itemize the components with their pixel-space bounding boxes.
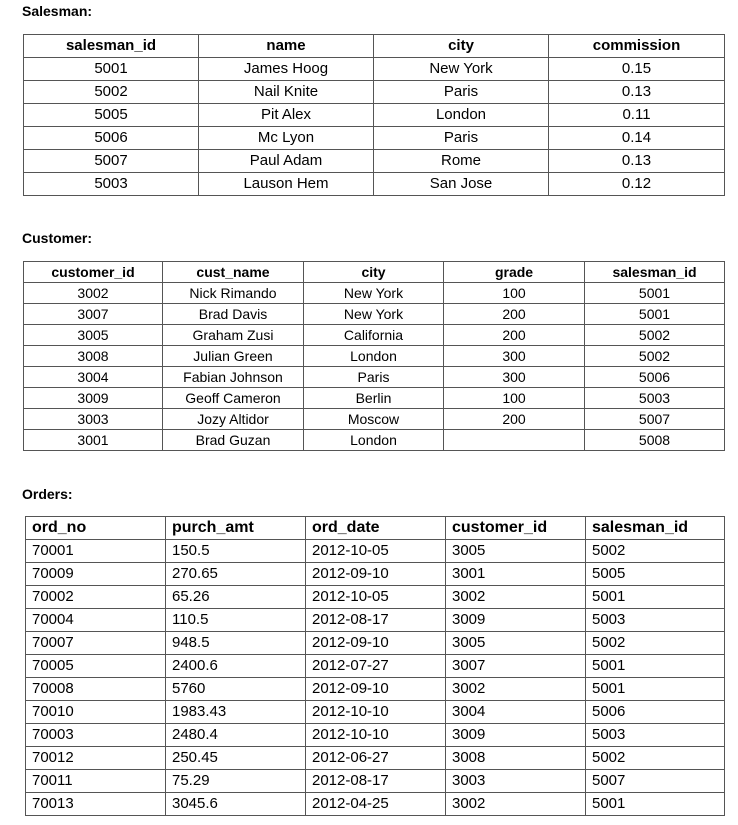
orders-header-row [26, 517, 725, 540]
customer-table-cell: Graham Zusi [163, 325, 304, 346]
salesman-column-header: salesman_id [24, 35, 199, 58]
orders-table-cell: 2012-09-10 [306, 563, 446, 586]
orders-table-cell: 2012-06-27 [306, 747, 446, 770]
customer-column-header: cust_name [163, 262, 304, 283]
customer-table-cell: 3007 [24, 304, 163, 325]
salesman-table-cell: Pit Alex [199, 104, 374, 127]
customer-table-cell: Paris [304, 367, 444, 388]
orders-table-cell: 70011 [26, 770, 166, 793]
orders-table-row [26, 609, 725, 632]
orders-table-cell: 5002 [586, 540, 725, 563]
salesman-section-title: Salesman: [22, 3, 93, 19]
customer-table-cell: Moscow [304, 409, 444, 430]
orders-table-cell: 3009 [446, 724, 586, 747]
salesman-table-row [24, 127, 725, 150]
salesman-table-row [24, 173, 725, 196]
orders-table-cell: 70013 [26, 793, 166, 816]
orders-table-row [26, 701, 725, 724]
orders-table-cell: 5002 [586, 632, 725, 655]
salesman-table-cell: San Jose [374, 173, 549, 196]
customer-table-row [24, 367, 725, 388]
customer-table-row [24, 325, 725, 346]
orders-table-cell: 70008 [26, 678, 166, 701]
orders-table-row [26, 632, 725, 655]
orders-table-cell: 5005 [586, 563, 725, 586]
customer-table-cell: Jozy Altidor [163, 409, 304, 430]
customer-table-cell: 5002 [585, 346, 725, 367]
orders-table-cell: 5002 [586, 747, 725, 770]
orders-table-cell: 1983.43 [166, 701, 306, 724]
salesman-table-cell: 5002 [24, 81, 199, 104]
salesman-table [23, 34, 725, 196]
salesman-table-row [24, 81, 725, 104]
orders-table-row [26, 563, 725, 586]
orders-table-row [26, 770, 725, 793]
orders-table-cell: 70009 [26, 563, 166, 586]
salesman-table-cell: London [374, 104, 549, 127]
customer-table [23, 261, 725, 451]
customer-table-cell: 300 [444, 346, 585, 367]
orders-table-cell: 3004 [446, 701, 586, 724]
customer-column-header: customer_id [24, 262, 163, 283]
customer-table-cell: California [304, 325, 444, 346]
orders-table-row [26, 678, 725, 701]
orders-section-title: Orders: [22, 486, 73, 502]
salesman-table-cell: Mc Lyon [199, 127, 374, 150]
customer-table-cell: Brad Davis [163, 304, 304, 325]
orders-table-cell: 3005 [446, 632, 586, 655]
customer-column-header: salesman_id [585, 262, 725, 283]
salesman-column-header: name [199, 35, 374, 58]
customer-table-cell: Geoff Cameron [163, 388, 304, 409]
customer-table-cell: 5003 [585, 388, 725, 409]
salesman-table-cell: New York [374, 58, 549, 81]
orders-table-cell: 150.5 [166, 540, 306, 563]
salesman-table-cell: 5001 [24, 58, 199, 81]
orders-table-cell: 5001 [586, 678, 725, 701]
orders-table-cell: 70004 [26, 609, 166, 632]
salesman-table-cell: 5005 [24, 104, 199, 127]
orders-table-row [26, 655, 725, 678]
customer-table-cell [444, 430, 585, 451]
orders-table-cell: 70003 [26, 724, 166, 747]
orders-table-cell: 2012-07-27 [306, 655, 446, 678]
orders-table-cell: 3007 [446, 655, 586, 678]
orders-table-cell: 70002 [26, 586, 166, 609]
orders-table-cell: 3009 [446, 609, 586, 632]
salesman-table-cell: James Hoog [199, 58, 374, 81]
customer-table-cell: Brad Guzan [163, 430, 304, 451]
customer-table-cell: 5006 [585, 367, 725, 388]
salesman-table-row [24, 104, 725, 127]
salesman-table-cell: 0.13 [549, 150, 725, 173]
salesman-table-cell: Rome [374, 150, 549, 173]
orders-table-row [26, 586, 725, 609]
customer-table-row [24, 430, 725, 451]
orders-column-header: salesman_id [586, 517, 725, 540]
orders-table-cell: 2012-08-17 [306, 609, 446, 632]
orders-table-cell: 70012 [26, 747, 166, 770]
salesman-table-cell: 0.12 [549, 173, 725, 196]
customer-table-cell: 200 [444, 304, 585, 325]
orders-table-cell: 3002 [446, 586, 586, 609]
customer-table-cell: 3004 [24, 367, 163, 388]
customer-table-cell: 200 [444, 409, 585, 430]
orders-table-cell: 70007 [26, 632, 166, 655]
orders-table-cell: 2012-09-10 [306, 632, 446, 655]
customer-table-cell: Berlin [304, 388, 444, 409]
customer-table-cell: 5002 [585, 325, 725, 346]
orders-table-cell: 110.5 [166, 609, 306, 632]
orders-table-cell: 5001 [586, 793, 725, 816]
salesman-table-row [24, 58, 725, 81]
salesman-table-cell: Paul Adam [199, 150, 374, 173]
customer-table-cell: London [304, 430, 444, 451]
orders-table-cell: 250.45 [166, 747, 306, 770]
customer-table-cell: Fabian Johnson [163, 367, 304, 388]
customer-table-cell: 3005 [24, 325, 163, 346]
salesman-table-row [24, 150, 725, 173]
customer-table-row [24, 283, 725, 304]
orders-table-cell: 5001 [586, 586, 725, 609]
salesman-table-cell: Paris [374, 127, 549, 150]
customer-table-cell: London [304, 346, 444, 367]
orders-table-cell: 70001 [26, 540, 166, 563]
customer-table-cell: 3008 [24, 346, 163, 367]
customer-table-cell: 3001 [24, 430, 163, 451]
salesman-table-cell: Paris [374, 81, 549, 104]
salesman-column-header: commission [549, 35, 725, 58]
customer-column-header: grade [444, 262, 585, 283]
orders-table-row [26, 540, 725, 563]
customer-table-cell: Julian Green [163, 346, 304, 367]
customer-table-cell: 300 [444, 367, 585, 388]
customer-table-row [24, 409, 725, 430]
customer-header-row [24, 262, 725, 283]
orders-table-cell: 70005 [26, 655, 166, 678]
customer-table-cell: 100 [444, 283, 585, 304]
orders-table-cell: 2400.6 [166, 655, 306, 678]
customer-table-cell: 3002 [24, 283, 163, 304]
orders-table-cell: 5003 [586, 724, 725, 747]
orders-column-header: purch_amt [166, 517, 306, 540]
salesman-table-cell: 5006 [24, 127, 199, 150]
orders-table-cell: 5006 [586, 701, 725, 724]
orders-table-cell: 2012-10-05 [306, 586, 446, 609]
orders-table-cell: 3005 [446, 540, 586, 563]
orders-table-row [26, 747, 725, 770]
orders-table-cell: 3001 [446, 563, 586, 586]
orders-table-cell: 948.5 [166, 632, 306, 655]
customer-table-row [24, 346, 725, 367]
customer-section-title: Customer: [22, 230, 93, 246]
orders-table-cell: 5760 [166, 678, 306, 701]
orders-table-cell: 3002 [446, 793, 586, 816]
orders-column-header: ord_date [306, 517, 446, 540]
orders-table-cell: 3045.6 [166, 793, 306, 816]
orders-table-cell: 75.29 [166, 770, 306, 793]
orders-table-cell: 3008 [446, 747, 586, 770]
customer-table-cell: 5001 [585, 283, 725, 304]
customer-table-cell: New York [304, 304, 444, 325]
orders-table-cell: 2012-09-10 [306, 678, 446, 701]
customer-column-header: city [304, 262, 444, 283]
orders-table-cell: 5007 [586, 770, 725, 793]
salesman-table-cell: 0.13 [549, 81, 725, 104]
salesman-header-row [24, 35, 725, 58]
orders-table [25, 516, 725, 816]
salesman-table-cell: 5003 [24, 173, 199, 196]
salesman-table-cell: 5007 [24, 150, 199, 173]
customer-table-cell: 5007 [585, 409, 725, 430]
customer-table-cell: 5008 [585, 430, 725, 451]
salesman-table-cell: 0.11 [549, 104, 725, 127]
customer-table-cell: 5001 [585, 304, 725, 325]
orders-table-row [26, 793, 725, 816]
orders-table-cell: 70010 [26, 701, 166, 724]
orders-table-cell: 270.65 [166, 563, 306, 586]
customer-table-cell: 200 [444, 325, 585, 346]
customer-table-cell: 100 [444, 388, 585, 409]
orders-table-cell: 3002 [446, 678, 586, 701]
orders-table-cell: 5001 [586, 655, 725, 678]
customer-table-cell: New York [304, 283, 444, 304]
customer-table-cell: Nick Rimando [163, 283, 304, 304]
salesman-table-cell: Nail Knite [199, 81, 374, 104]
orders-table-cell: 2480.4 [166, 724, 306, 747]
customer-table-cell: 3003 [24, 409, 163, 430]
customer-table-cell: 3009 [24, 388, 163, 409]
salesman-table-cell: 0.15 [549, 58, 725, 81]
customer-table-row [24, 388, 725, 409]
orders-table-cell: 2012-10-05 [306, 540, 446, 563]
orders-table-cell: 65.26 [166, 586, 306, 609]
orders-table-row [26, 724, 725, 747]
salesman-table-cell: 0.14 [549, 127, 725, 150]
orders-column-header: ord_no [26, 517, 166, 540]
salesman-table-cell: Lauson Hem [199, 173, 374, 196]
orders-table-cell: 2012-04-25 [306, 793, 446, 816]
orders-table-cell: 5003 [586, 609, 725, 632]
customer-table-row [24, 304, 725, 325]
salesman-column-header: city [374, 35, 549, 58]
orders-table-cell: 2012-10-10 [306, 724, 446, 747]
orders-table-cell: 2012-08-17 [306, 770, 446, 793]
orders-column-header: customer_id [446, 517, 586, 540]
orders-table-cell: 3003 [446, 770, 586, 793]
orders-table-cell: 2012-10-10 [306, 701, 446, 724]
